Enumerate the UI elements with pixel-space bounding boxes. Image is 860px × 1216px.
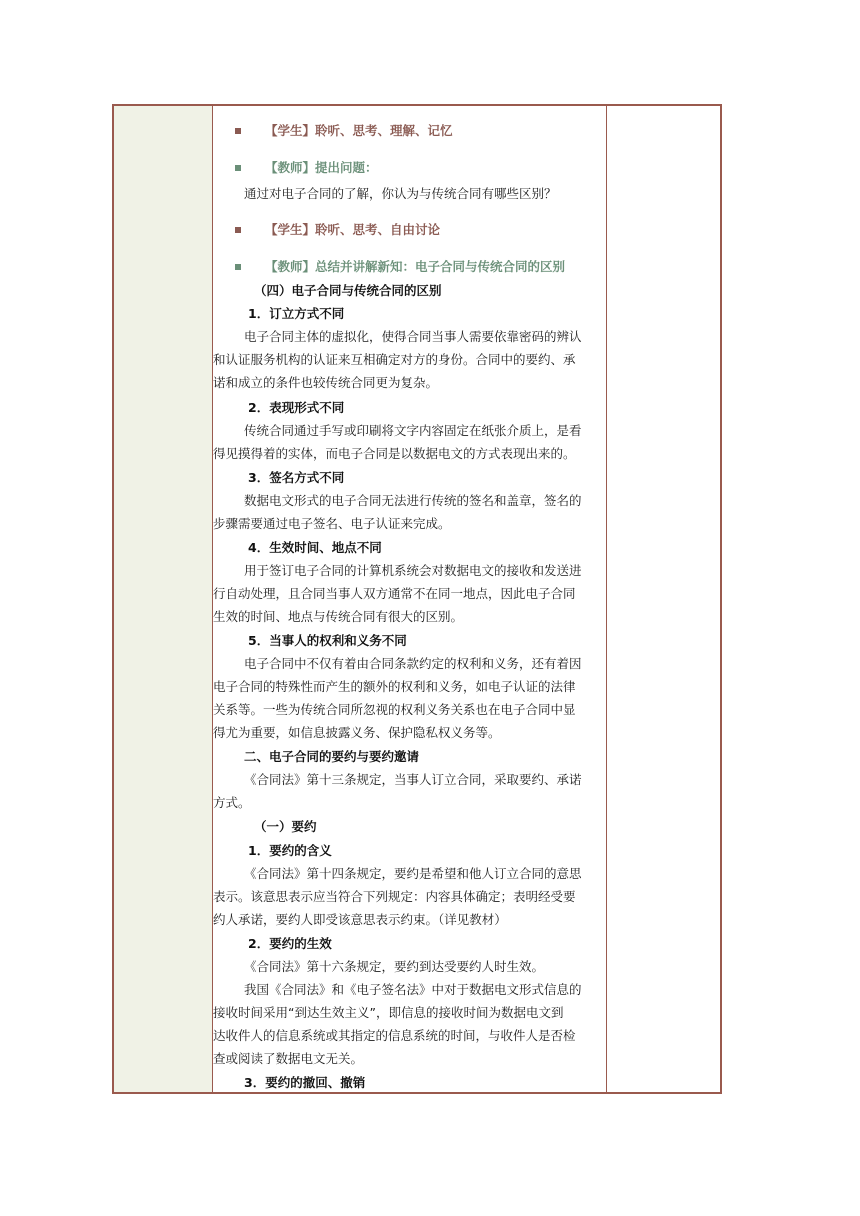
student-activity-line: 【学生】聆听、思考、理解、记忆	[265, 123, 453, 138]
content-column	[213, 106, 608, 1092]
square-bullet-icon	[235, 128, 241, 134]
left-column	[114, 106, 213, 1092]
section-heading: （四）电子合同与传统合同的区别	[254, 283, 442, 298]
paragraph-line: 我国《合同法》和《电子签名法》中对于数据电文形式信息的	[244, 982, 582, 997]
section-heading: 2．表现形式不同	[248, 400, 345, 415]
paragraph-line: 得见摸得着的实体，而电子合同是以数据电文的方式表现出来的。	[213, 446, 576, 461]
section-heading: （一）要约	[254, 819, 317, 834]
section-heading: 3．签名方式不同	[248, 470, 345, 485]
paragraph-line: 得尤为重要，如信息披露义务、保护隐私权义务等。	[213, 725, 501, 740]
lesson-table	[112, 104, 722, 1094]
section-heading: 2．要约的生效	[248, 936, 332, 951]
section-heading: 4．生效时间、地点不同	[248, 540, 382, 555]
paragraph-line: 方式。	[213, 795, 251, 810]
paragraph-line: 数据电文形式的电子合同无法进行传统的签名和盖章，签名的	[244, 493, 582, 508]
paragraph-line: 步骤需要通过电子签名、电子认证来完成。	[213, 516, 451, 531]
paragraph-line: 用于签订电子合同的计算机系统会对数据电文的接收和发送进	[244, 563, 582, 578]
paragraph-line: 诺和成立的条件也较传统合同更为复杂。	[213, 375, 439, 390]
teacher-activity-line: 【教师】总结并讲解新知：电子合同与传统合同的区别	[265, 259, 566, 274]
section-heading: 5．当事人的权利和义务不同	[248, 633, 407, 648]
square-bullet-icon	[235, 264, 241, 270]
section-heading: 1．要约的含义	[248, 843, 332, 858]
paragraph-line: 传统合同通过手写或印刷将文字内容固定在纸张介质上，是看	[244, 423, 582, 438]
teacher-activity-line: 【教师】提出问题：	[265, 160, 378, 175]
section-heading: 1．订立方式不同	[248, 306, 345, 321]
right-column	[606, 106, 720, 1092]
paragraph-line: 通过对电子合同的了解，你认为与传统合同有哪些区别？	[244, 186, 557, 201]
student-activity-line: 【学生】聆听、思考、自由讨论	[265, 222, 441, 237]
paragraph-line: 电子合同主体的虚拟化，使得合同当事人需要依靠密码的辨认	[244, 329, 582, 344]
paragraph-line: 达收件人的信息系统或其指定的信息系统的时间，与收件人是否检	[213, 1028, 576, 1043]
paragraph-line: 接收时间采用“到达生效主义”，即信息的接收时间为数据电文到	[213, 1005, 564, 1020]
paragraph-line: 《合同法》第十六条规定，要约到达受要约人时生效。	[244, 959, 545, 974]
square-bullet-icon	[235, 165, 241, 171]
section-heading: 3．要约的撤回、撤销	[244, 1075, 366, 1090]
paragraph-line: 电子合同的特殊性而产生的额外的权利和义务，如电子认证的法律	[213, 679, 576, 694]
paragraph-line: 《合同法》第十三条规定，当事人订立合同，采取要约、承诺	[244, 772, 582, 787]
paragraph-line: 约人承诺，要约人即受该意思表示约束。（详见教材）	[213, 912, 507, 927]
paragraph-line: 行自动处理，且合同当事人双方通常不在同一地点，因此电子合同	[213, 586, 576, 601]
paragraph-line: 关系等。一些为传统合同所忽视的权利义务关系也在电子合同中显	[213, 702, 576, 717]
paragraph-line: 和认证服务机构的认证来互相确定对方的身份。合同中的要约、承	[213, 352, 576, 367]
square-bullet-icon	[235, 227, 241, 233]
paragraph-line: 表示。该意思表示应当符合下列规定：内容具体确定；表明经受要	[213, 889, 576, 904]
paragraph-line: 电子合同中不仅有着由合同条款约定的权利和义务，还有着因	[244, 656, 582, 671]
paragraph-line: 查或阅读了数据电文无关。	[213, 1051, 364, 1066]
section-heading: 二、电子合同的要约与要约邀请	[244, 749, 420, 764]
paragraph-line: 生效的时间、地点与传统合同有很大的区别。	[213, 609, 464, 624]
paragraph-line: 《合同法》第十四条规定，要约是希望和他人订立合同的意思	[244, 866, 582, 881]
